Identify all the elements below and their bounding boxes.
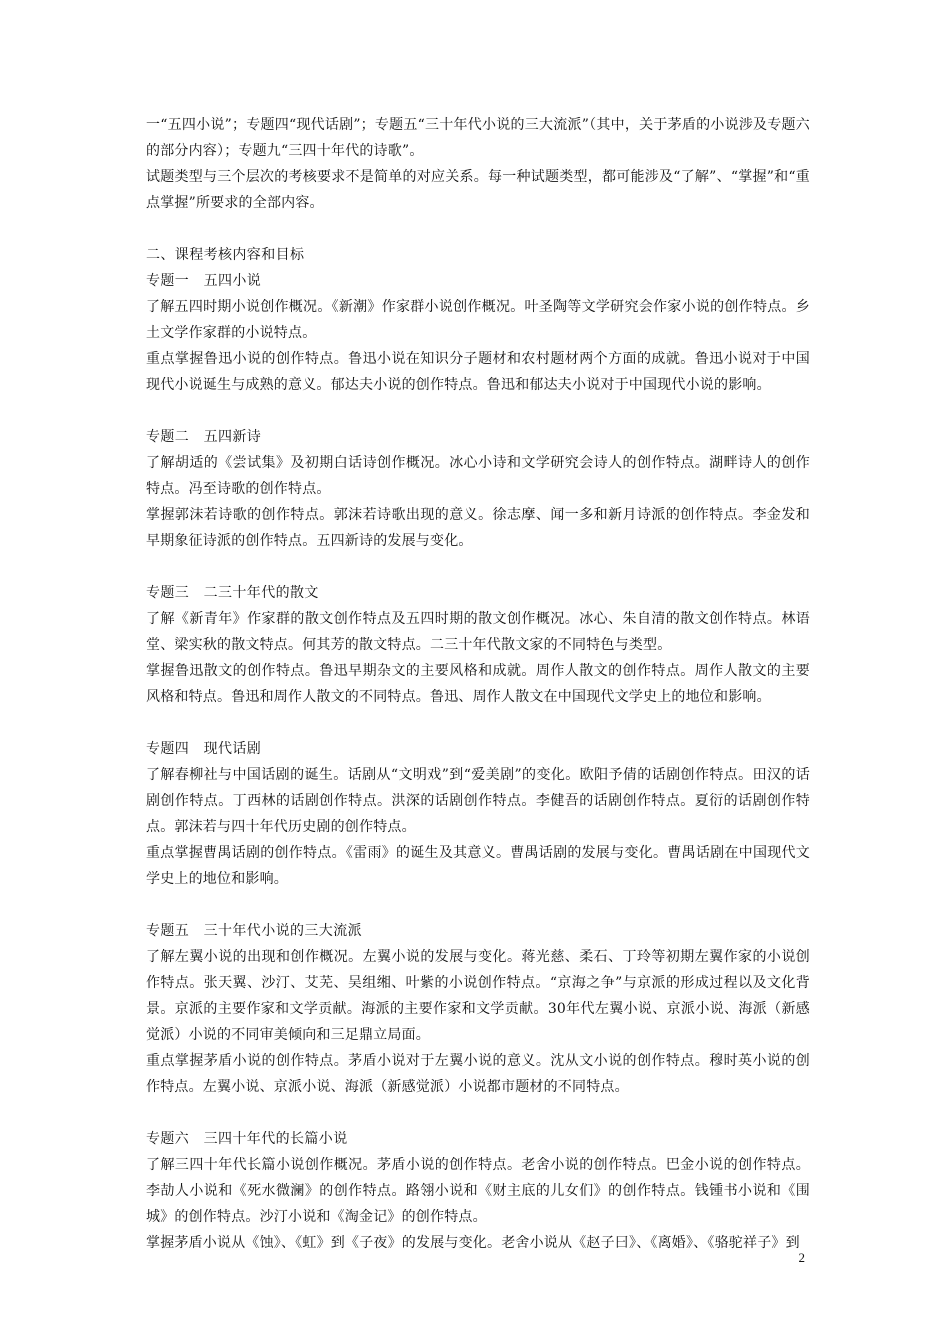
topic-heading: 专题一 五四小说 xyxy=(146,273,262,289)
topic-paragraph: 掌握鲁迅散文的创作特点。鲁迅早期杂文的主要风格和成就。周作人散文的创作特点。周作人散文的主要风格和特点。鲁迅和周作人散文的不同特点。鲁迅、周作人散文在中国现代文学史上的地位和影响。 xyxy=(146,663,810,705)
topic-heading: 专题三 二三十年代的散文 xyxy=(146,585,319,601)
topic-heading: 专题六 三四十年代的长篇小说 xyxy=(146,1131,348,1147)
section-title: 二、课程考核内容和目标 xyxy=(146,247,305,263)
topic-paragraph: 重点掌握曹禺话剧的创作特点。《雷雨》的诞生及其意义。曹禺话剧的发展与变化。曹禺话剧在中国现代文学史上的地位和影响。 xyxy=(146,845,810,887)
topic-heading: 专题五 三十年代小说的三大流派 xyxy=(146,923,362,939)
paragraph-gap xyxy=(146,554,810,580)
topic-paragraph: 重点掌握鲁迅小说的创作特点。鲁迅小说在知识分子题材和农村题材两个方面的成就。鲁迅小说对于中国现代小说诞生与成熟的意义。郁达夫小说的创作特点。鲁迅和郁达夫小说对于中国现代小说的影响。 xyxy=(146,351,810,393)
topic-paragraph: 重点掌握茅盾小说的创作特点。茅盾小说对于左翼小说的意义。沈从文小说的创作特点。穆时英小说的创作特点。左翼小说、京派小说、海派（新感觉派）小说都市题材的不同特点。 xyxy=(146,1053,810,1095)
topic-paragraph: 了解五四时期小说创作概况。《新潮》作家群小说创作概况。叶圣陶等文学研究会作家小说的创作特点。乡土文学作家群的小说特点。 xyxy=(146,299,810,341)
topic-paragraph: 了解胡适的《尝试集》及初期白话诗创作概况。冰心小诗和文学研究会诗人的创作特点。湖畔诗人的创作特点。冯至诗歌的创作特点。 xyxy=(146,455,810,497)
paragraph-gap xyxy=(146,892,810,918)
topic-paragraph: 了解三四十年代长篇小说创作概况。茅盾小说的创作特点。老舍小说的创作特点。巴金小说的创作特点。李劼人小说和《死水微澜》的创作特点。路翎小说和《财主底的儿女们》的创作特点。钱锺书小说和《围城》的创作特点。沙汀小说和《淘金记》的创作特点。 xyxy=(146,1157,810,1225)
paragraph-gap xyxy=(146,216,810,242)
topic-paragraph: 了解左翼小说的出现和创作概况。左翼小说的发展与变化。蒋光慈、柔石、丁玲等初期左翼作家的小说创作特点。张天翼、沙汀、艾芜、吴组缃、叶紫的小说创作特点。“京海之争”与京派的形成过程以及文化背景。京派的主要作家和文学贡献。海派的主要作家和文学贡献。30年代左翼小说、京派小说、海派（新感觉派）小说的不同审美倾向和三足鼎立局面。 xyxy=(146,949,810,1043)
topic-paragraph: 掌握郭沫若诗歌的创作特点。郭沫若诗歌出现的意义。徐志摩、闻一多和新月诗派的创作特点。李金发和早期象征诗派的创作特点。五四新诗的发展与变化。 xyxy=(146,507,810,549)
topic-heading: 专题四 现代话剧 xyxy=(146,741,262,757)
paragraph-gap xyxy=(146,398,810,424)
paragraph-gap xyxy=(146,710,810,736)
topic-paragraph: 了解《新青年》作家群的散文创作特点及五四时期的散文创作概况。冰心、朱自清的散文创作特点。林语堂、梁实秋的散文特点。何其芳的散文特点。二三十年代散文家的不同特色与类型。 xyxy=(146,611,810,653)
document-body xyxy=(146,112,810,1256)
intro-paragraph: 试题类型与三个层次的考核要求不是简单的对应关系。每一种试题类型，都可能涉及“了解”、“掌握”和“重点掌握”所要求的全部内容。 xyxy=(146,169,810,211)
topic-paragraph: 了解春柳社与中国话剧的诞生。话剧从“文明戏”到“爱美剧”的变化。欧阳予倩的话剧创作特点。田汉的话剧创作特点。丁西林的话剧创作特点。洪深的话剧创作特点。李健吾的话剧创作特点。夏衍的话剧创作特点。郭沫若与四十年代历史剧的创作特点。 xyxy=(146,767,810,835)
topic-paragraph: 掌握茅盾小说从《蚀》、《虹》到《子夜》的发展与变化。老舍小说从《赵子曰》、《离婚》、《骆驼祥子》到 xyxy=(146,1235,800,1251)
paragraph-gap xyxy=(146,1100,810,1126)
intro-paragraph: 一“五四小说”；专题四“现代话剧”；专题五“三十年代小说的三大流派”（其中，关于茅盾的小说涉及专题六的部分内容）；专题九“三四十年代的诗歌”。 xyxy=(146,117,810,159)
topic-heading: 专题二 五四新诗 xyxy=(146,429,262,445)
page-number: 2 xyxy=(798,1250,805,1265)
